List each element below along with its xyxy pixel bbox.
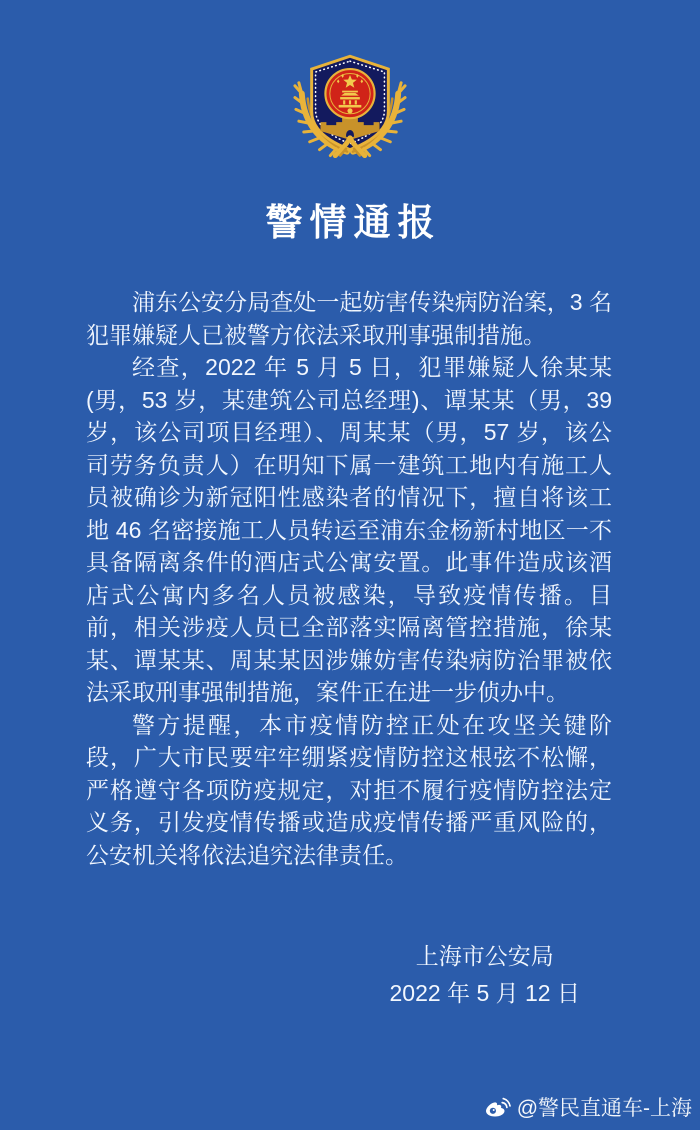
paragraph-1: 浦东公安分局查处一起妨害传染病防治案，3 名犯罪嫌疑人已被警方依法采取刑事强制措施。 [86,289,612,348]
issuer-name: 上海市公安局 [415,943,554,969]
paragraph-3: 警方提醒，本市疫情防控正处在攻坚关键阶段，广大市民要牢牢绷紧疫情防控这根弦不松懈，严格遵守各项防疫规定，对拒不履行疫情防控法定义务，引发疫情传播或造成疫情传播严重风险的，公安机关将依法追究法律责任。 [86,711,612,868]
notice-body [86,286,612,871]
watermark-text: @警民直通车-上海 [516,1097,692,1120]
signature-block [390,938,581,1012]
police-emblem-icon [291,44,409,158]
paragraph-2: 经查，2022 年 5 月 5 日，犯罪嫌疑人徐某某(男，53 岁，某建筑公司总经理)、谭某某（男，39 岁，该公司项目经理）、周某某（男，57 岁，该公司劳务负责人）在明知下属一建筑工地内有施工人员被确诊为新冠阳性感染者的情况下，擅自将该工地 46 名密接施工人员转运至浦东金杨新村地区一不具备隔离条件的酒店式公寓安置。此事件造成该酒店式公寓内多名人员被感染，导致疫情传播。目前，相关涉疫人员已全部落实隔离管控措施，徐某某、谭某某、周某某因涉嫌妨害传染病防治罪被依法采取刑事强制措施，案件正在进一步侦办中。 [86,354,612,705]
issue-date: 2022 年 5 月 12 日 [389,980,580,1006]
weibo-watermark [484,1092,692,1122]
notice-title: 警情通报 [265,202,442,243]
weibo-icon [484,1096,511,1118]
